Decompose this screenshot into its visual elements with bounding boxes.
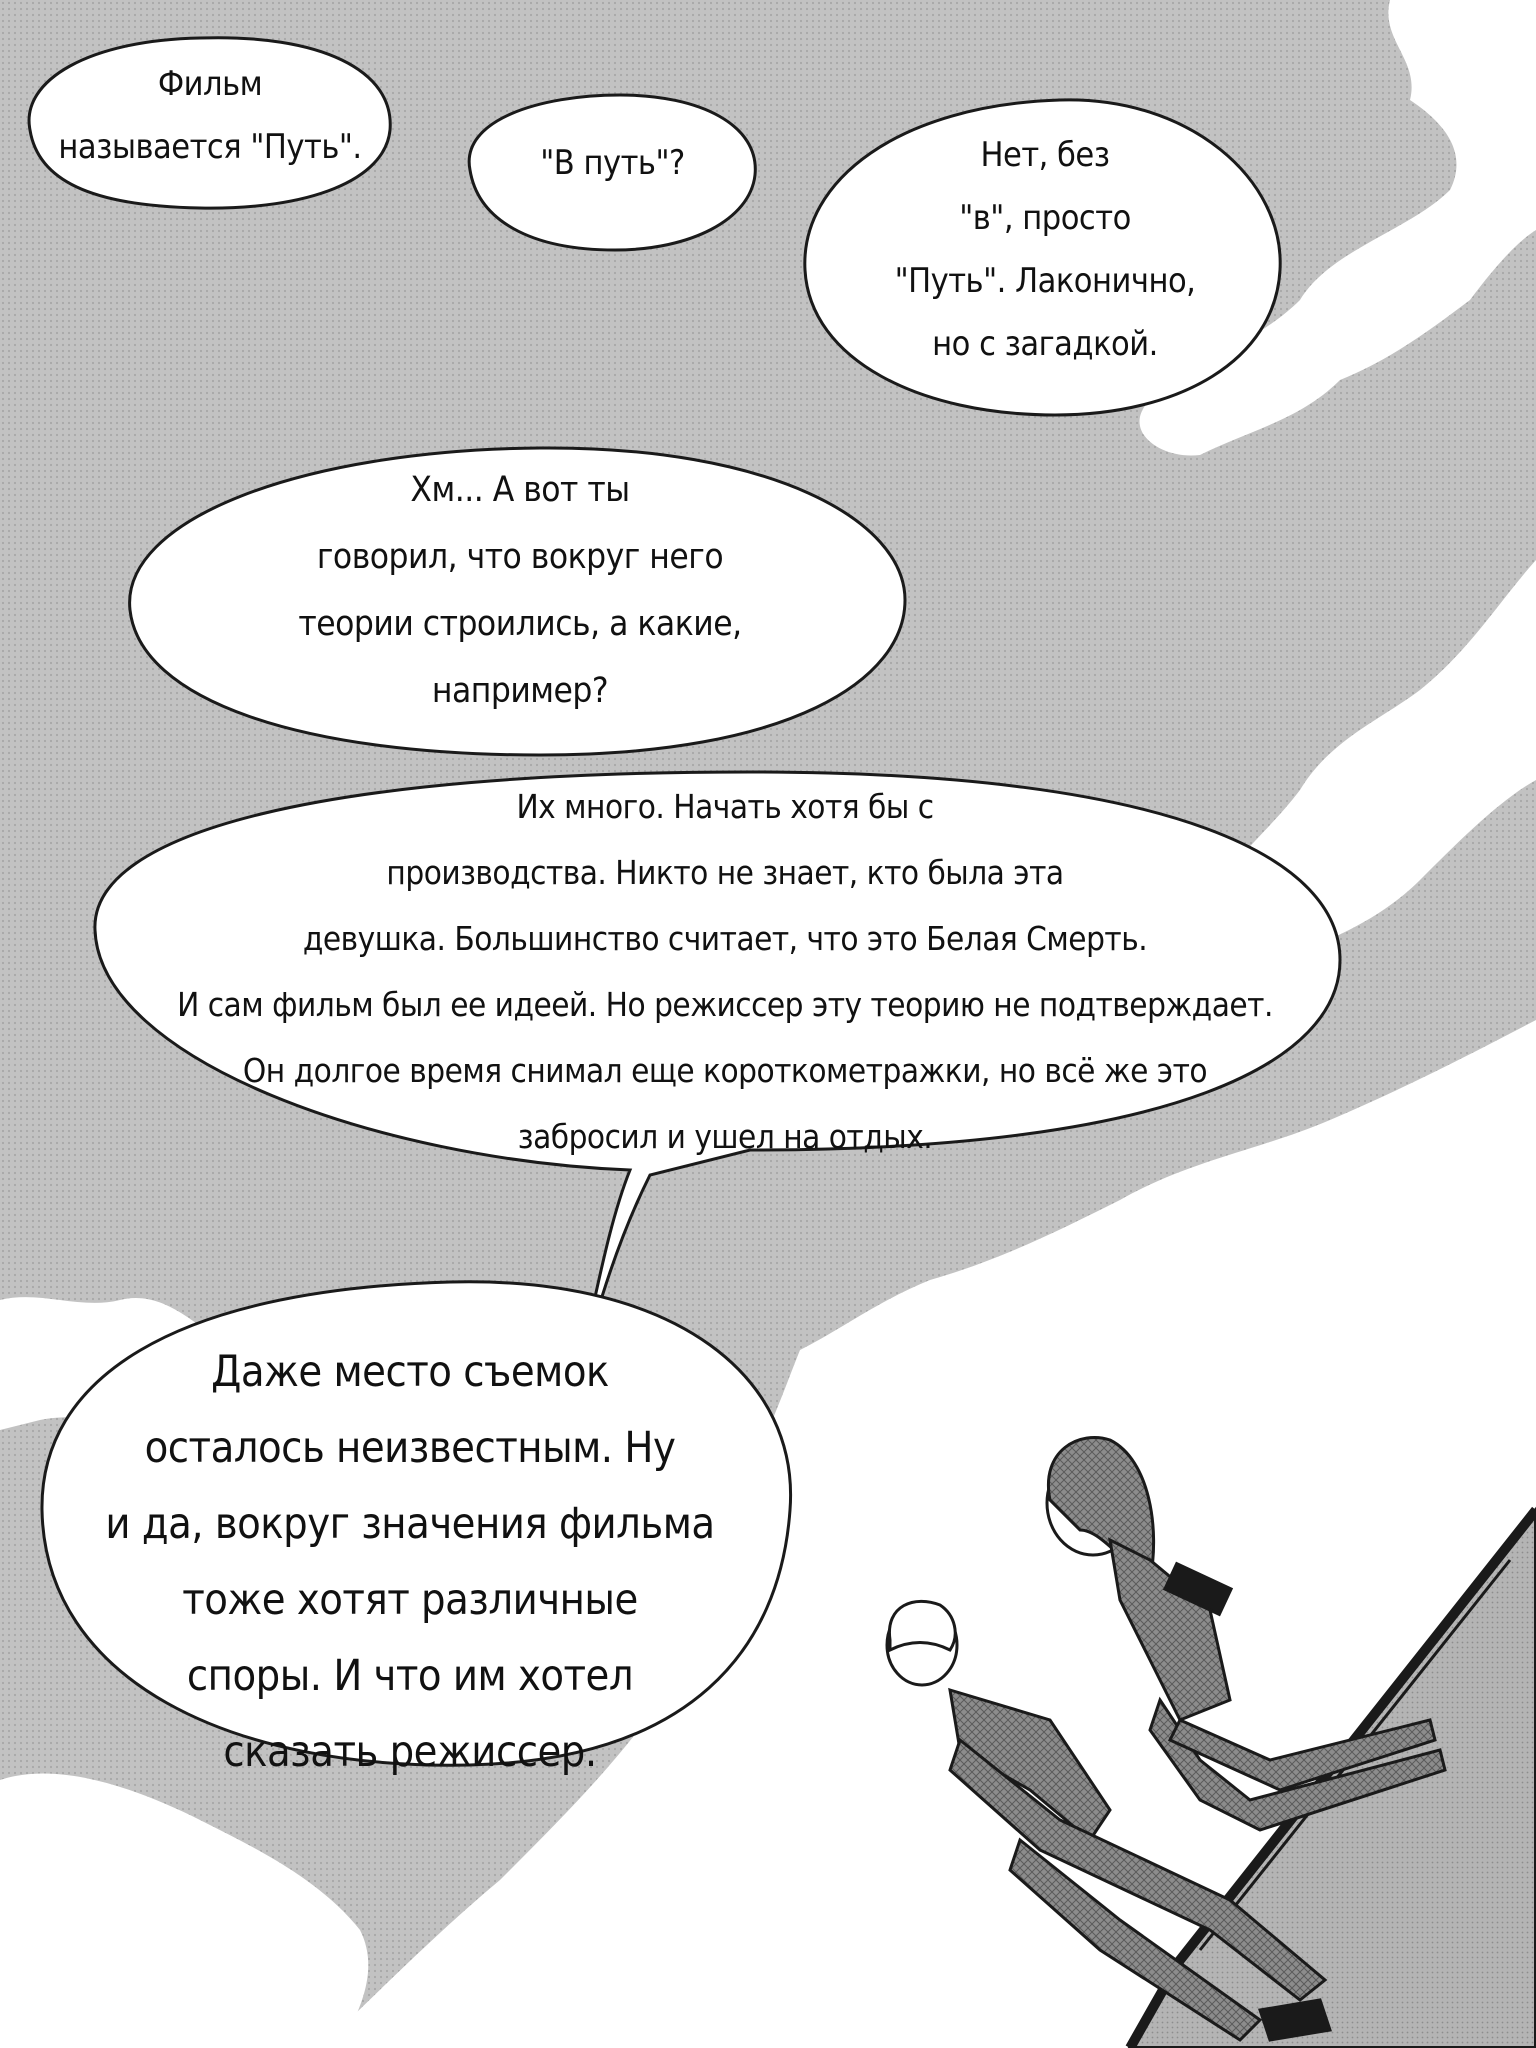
bubble-5-text: Их много. Начать хотя бы с производства. Никто не знает, кто была эта девушка. Большинство считает, что это Белая Смерть. И сам фильм был ее идеей. Но режиссер эту теорию не подтверждает. Он долгое время снимал еще короткометражки, но всё же это забросил и ушел на отдых. <box>177 787 1273 1156</box>
bubble-2-text: "В путь"? <box>540 143 685 183</box>
bubble-1-text: Фильм называется "Путь". <box>58 64 362 167</box>
bubble-3-text: Нет, без "в", просто "Путь". Лаконично, но с загадкой. <box>894 135 1196 364</box>
bubble-4-text: Хм... А вот ты говорил, что вокруг него теории строились, а какие, например? <box>298 470 742 711</box>
bubble-6-text: Даже место съемок осталось неизвестным. Ну и да, вокруг значения фильма тоже хотят различные споры. И что им хотел сказать режиссер. <box>105 1347 715 1777</box>
